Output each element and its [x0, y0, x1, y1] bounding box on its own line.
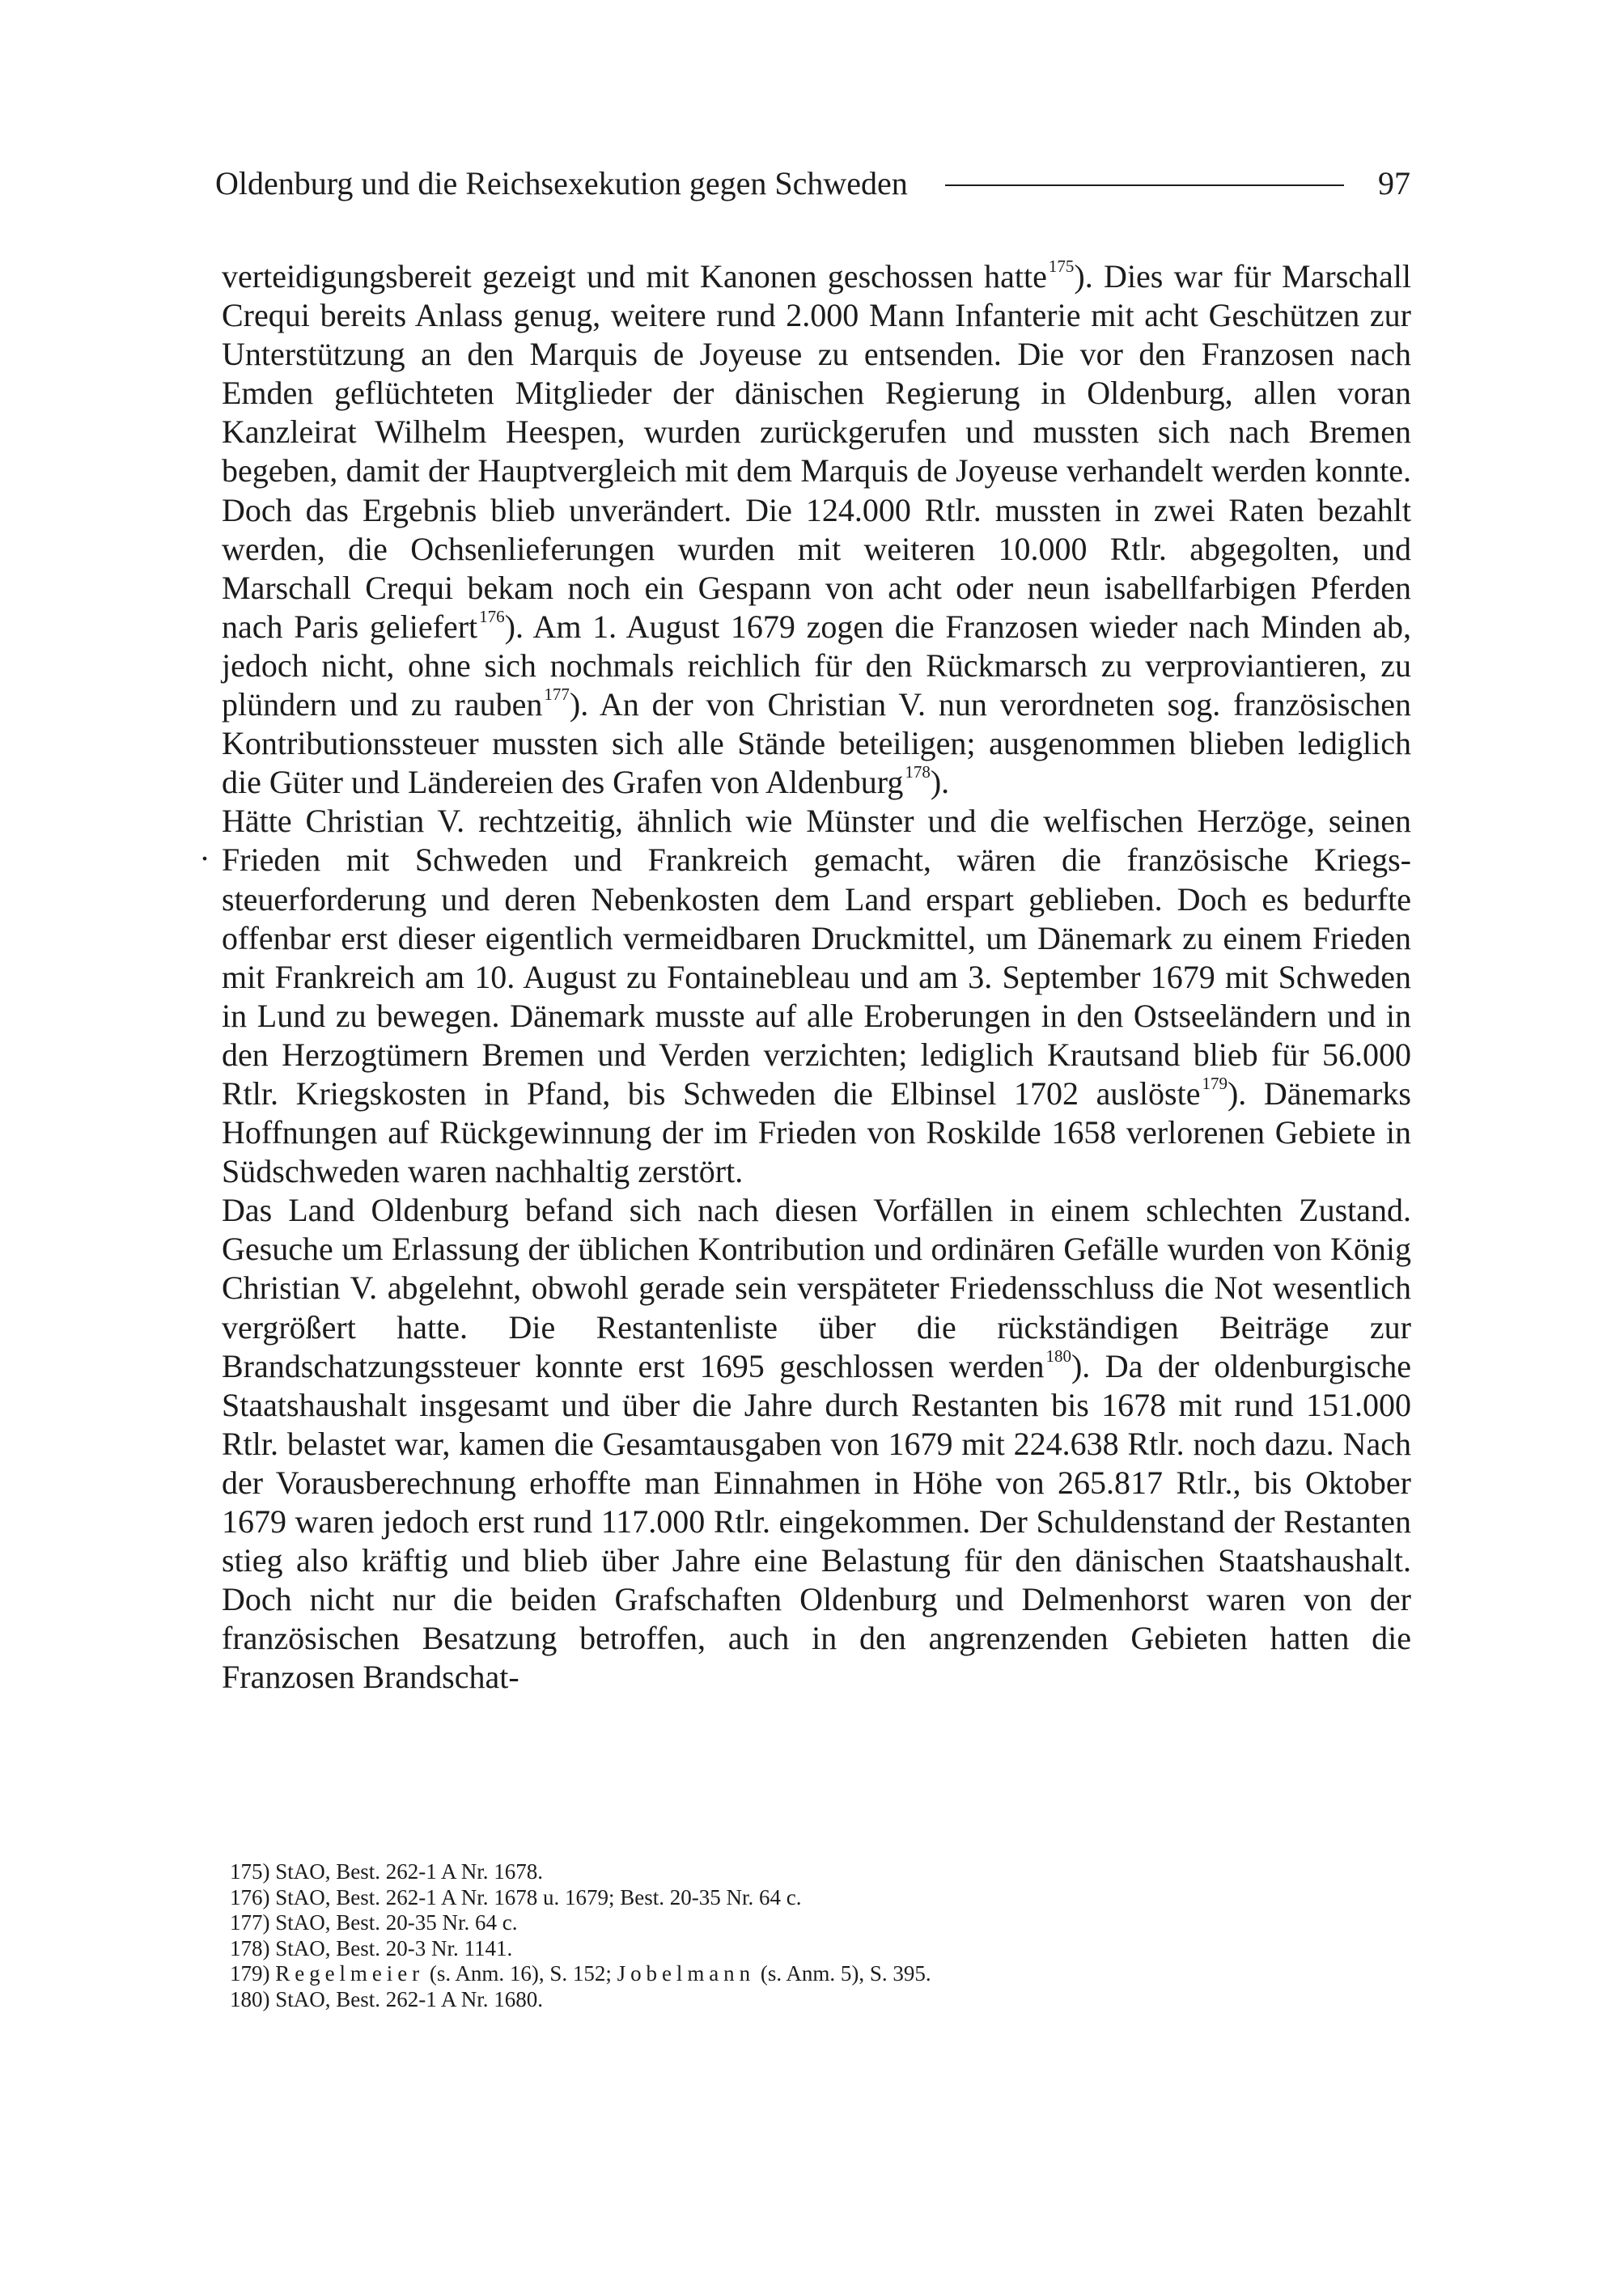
paragraph [222, 257, 1411, 802]
text-run: 179) [230, 1961, 276, 1986]
header-rule [945, 184, 1344, 186]
footnote-ref: 176 [479, 606, 505, 626]
footnote-ref: 177 [544, 685, 570, 705]
text-run: 176) StAO, Best. 262-1 A Nr. 1678 u. 1679; Best. 20-35 Nr. 64 c. [230, 1884, 802, 1909]
text-run: 175) StAO, Best. 262-1 A Nr. 1678. [230, 1859, 544, 1884]
text-run: ). An der von Christian V. nun verordneten sog. französischen Kontributionssteuer mussten sich alle Stände beteiligen; ausgenommen blieben lediglich die Güter und Ländereien des Grafen von Aldenburg [222, 686, 1411, 801]
text-run: ). Dänemarks Hoffnungen auf Rückgewinnung der im Frieden von Roskilde 1658 verlorenen Gebiete in Südschweden waren nachhaltig zerstört. [222, 1074, 1411, 1190]
page-number: 97 [1378, 164, 1410, 201]
footnote-ref: 175 [1048, 256, 1075, 276]
text-run: (s. Anm. 16), S. 152; [424, 1961, 617, 1986]
running-header [215, 160, 1410, 206]
footnote-ref: 178 [905, 762, 931, 782]
author-name: Regelmeier [275, 1961, 425, 1986]
running-title: Oldenburg und die Reichsexekution gegen Schweden [215, 164, 908, 201]
footnote [230, 1936, 1411, 1962]
text-run: Das Land Oldenburg befand sich nach diesen Vorfällen in einem schlechten Zustand. Gesuche um Erlassung der üblichen Kontribution und ordinären Gefälle wurden von König Christian V. abgelehnt, obwohl gerade sein verspäteter Friedensschluss die Not wesentlich vergrößert hatte. Die Restantenliste über die rückständigen Beiträge zur Brandschatzungssteuer konnte erst 1695 geschlossen werden [222, 1192, 1411, 1384]
body-text [222, 257, 1411, 1697]
text-run: (s. Anm. 5), S. 395. [755, 1961, 931, 1986]
paragraph [222, 802, 1411, 1191]
footnotes [230, 1859, 1411, 2012]
text-run: ). Dies war für Marschall Crequi bereits Anlass genug, weitere rund 2.000 Mann Infanterie mit acht Geschützen zur Unterstützung an den Marquis de Joyeuse zu entsenden. Die vor den Franzosen nach Emden geflüchteten Mitglieder der dänischen Regierung in Oldenburg, allen voran Kanzleirat Wilhelm Heespen, wurden zurückgerufen und mussten sich nach Bremen begeben, damit der Hauptvergleich mit dem Marquis de Joyeuse verhandelt werden konnte. Doch das Ergebnis blieb unverändert. Die 124.000 Rtlr. mussten in zwei Raten bezahlt werden, die Ochsenlieferungen wurden mit weiteren 10.000 Rtlr. abgegolten, und Marschall Crequi bekam noch ein Gespann von acht oder neun isabellfarbigen Pferden nach Paris geliefert [222, 258, 1411, 645]
footnote [230, 1987, 1411, 2013]
text-run: 177) StAO, Best. 20-35 Nr. 64 c. [230, 1910, 518, 1935]
text-run: Hätte Christian V. rechtzeitig, ähnlich wie Münster und die welfischen Herzöge, seinen Frieden mit Schweden und Frankreich gemacht, wären die französische Kriegssteuerforderung und deren Nebenkosten dem Land erspart geblieben. Doch es bedurfte offenbar erst dieser eigentlich vermeidbaren Druckmittel, um Dänemark zu einem Frieden mit Frankreich am 10. August zu Fontainebleau und am 3. September 1679 mit Schweden in Lund zu bewegen. Dänemark musste auf alle Eroberungen in den Ostseeländern und in den Herzogtümern Bremen und Verden verzichten; lediglich Krautsand blieb für 56.000 Rtlr. Kriegskosten in Pfand, bis Schweden die Elbinsel 1702 auslöste [222, 803, 1411, 1112]
footnote-ref: 180 [1045, 1346, 1071, 1366]
text-run: ). Am 1. August 1679 zogen die Franzosen wieder nach Minden ab, jedoch nicht, ohne sich nochmals reichlich für den Rückmarsch zu verproviantieren, zu plündern und zu rauben [222, 608, 1412, 723]
margin-mark: . [201, 831, 209, 867]
text-run: 180) StAO, Best. 262-1 A Nr. 1680. [230, 1986, 544, 2011]
text-run: ). [930, 764, 950, 801]
footnote [230, 1961, 1411, 1987]
text-run: 178) StAO, Best. 20-3 Nr. 1141. [230, 1935, 513, 1960]
footnote-ref: 179 [1202, 1073, 1228, 1093]
text-run: ). Da der oldenburgische Staatshaushalt insgesamt und über die Jahre durch Restanten bis 1678 mit rund 151.000 Rtlr. belastet war, kamen die Gesamtausgaben von 1679 mit 224.638 Rtlr. noch dazu. Nach der Vorausberechnung erhoffte man Einnahmen in Höhe von 265.817 Rtlr., bis Oktober 1679 waren jedoch erst rund 117.000 Rtlr. eingekommen. Der Schuldenstand der Restanten stieg also kräftig und blieb über Jahre eine Belastung für den dänischen Staatshaushalt. Doch nicht nur die beiden Grafschaften Oldenburg und Delmenhorst waren von der französischen Besatzung betroffen, auch in den angrenzenden Gebieten hatten die Franzosen Brandschat- [222, 1347, 1411, 1696]
author-name: Jobelmann [617, 1961, 756, 1986]
footnote [230, 1910, 1411, 1936]
footnote [230, 1859, 1411, 1885]
text-run: verteidigungsbereit gezeigt und mit Kanonen geschossen hatte [222, 258, 1047, 295]
paragraph [222, 1191, 1411, 1697]
footnote [230, 1885, 1411, 1911]
